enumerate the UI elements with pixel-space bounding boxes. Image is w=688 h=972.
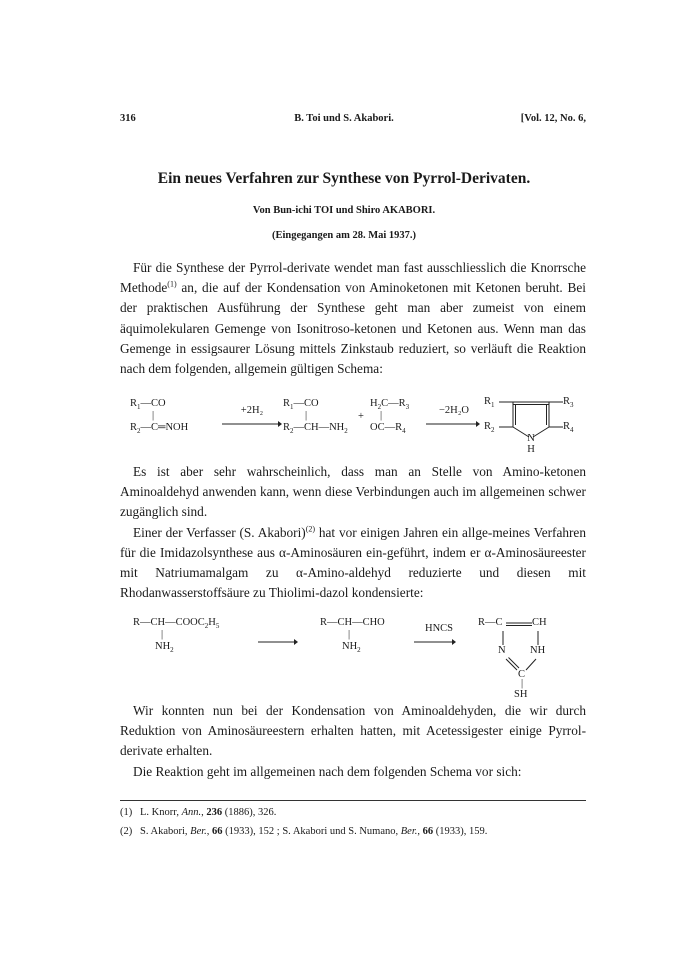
reaction-arrow-2 (426, 419, 480, 429)
reaction-arrow-4 (414, 637, 456, 647)
chem-aminoester: $R—CH—COOC_2H_5$ | $NH_2$ (133, 617, 220, 655)
reaction-scheme-knorr (0, 395, 688, 455)
imidazole-n: N (498, 645, 506, 656)
reaction-scheme-imidazole (0, 615, 688, 700)
footnote-1: (1) L. Knorr, Ann., 236 (1886), 326. (120, 807, 277, 818)
arrow1-label: +2H₂ (240, 405, 264, 416)
pyrrole-r1: $R_1$ (484, 396, 495, 410)
paragraph-aminoaldehyd: Es ist aber sehr wahrscheinlich, dass man an Stelle von Amino-ketonen Aminoaldehyd anwenden kann, wenn diese Verbindungen auch im allgemeinen schwer zugänglich sind. Einer der Verfasser (S. Akabori)$^{(2)}$ hat vor einigen Jahren ein allge-meines Verfahren für die Imidazolsynthese aus α-Aminosäuren ein-geführt, indem er α-Aminosäureester mit Natriumamalgam zu α-Amino-aldehyd reduzierte und diesen mit Rhodanwasserstoffsäure zu Thiolimi-dazol kondensierte: (120, 464, 586, 601)
reaction-arrow-1 (222, 419, 282, 429)
footnotes (120, 803, 586, 841)
article-title: Ein neues Verfahren zur Synthese von Pyrrol-Derivaten. (157, 170, 531, 187)
footnote-ref-1: (1) (167, 279, 177, 289)
reaction-arrow-3 (258, 637, 298, 647)
footnote-ref-2: (2) (305, 524, 316, 534)
chem-isonitrosoketone: $R_1—CO$ | $R_2—C═NOH$ (130, 398, 189, 436)
received-date: (Eingegangen am 28. Mai 1937.) (271, 230, 417, 241)
arrow4-label: HNCS (424, 623, 453, 634)
imidazole-sh: SH (514, 689, 528, 700)
footnote-divider (120, 800, 586, 801)
pyrrole-r2: $R_2$ (484, 421, 495, 435)
imidazole-c: C (518, 669, 526, 680)
footnote-2: (2) S. Akabori, Ber., 66 (1933), 152 ; S. Akabori und S. Numano, Ber., 66 (1933), 159. (120, 826, 488, 837)
imidazole-bond: | (521, 678, 524, 689)
plus-sign: + (358, 411, 364, 422)
chem-ketone: $H_2C—R_3$ | $OC—R_4$ (370, 398, 410, 436)
paragraph-intro: Für die Synthese der Pyrrol-derivate wendet man fast ausschliesslich die Knorrsche Methode$^{(1)}$ an, die auf der Kondensation von Aminoketonen mit Ketonen beruht. Bei der praktischen Ausführung der Synthese geht man aber zumeist von einem äquimolekularen Gemenge von Isonitroso-ketonen und Ketonen aus. Wenn man das Gemenge in essigsaurer Lösung mittels Zinkstaub reduziert, so verläuft die Reaktion nach dem folgenden, allgemein gültigen Schema: (120, 260, 586, 377)
chem-aminoketone: $R_1—CO$ | $R_2—CH—NH_2$ (283, 398, 348, 436)
paragraph-results: Wir konnten nun bei der Kondensation von Aminoaldehyden, die wir durch Reduktion von Aminosäureestern erhalten hatten, mit Acetessigester einige Pyrrol-derivate erhalten. Die Reaktion geht im allgemeinen nach dem folgenden Schema vor sich: (120, 703, 586, 779)
imidazole-nh: NH (530, 645, 546, 656)
chem-aminoaldehyde: R—CH—CHO | $NH_2$ (320, 617, 385, 655)
imidazole-ch: CH (532, 617, 547, 628)
pyrrole-nh: N H (527, 433, 535, 455)
pyrrole-r3: $R_3$ (563, 396, 574, 410)
byline: Von Bun-ichi TOI und Shiro AKABORI. (252, 205, 436, 216)
arrow2-label: −2H₂O (439, 405, 469, 416)
imidazole-r-c: R—C (478, 617, 503, 628)
running-head-authors: B. Toi und S. Akabori. (294, 113, 394, 124)
page-number: 316 (120, 113, 136, 124)
running-head-volume: [Vol. 12, No. 6, (520, 113, 586, 124)
pyrrole-r4: $R_4$ (563, 421, 574, 435)
